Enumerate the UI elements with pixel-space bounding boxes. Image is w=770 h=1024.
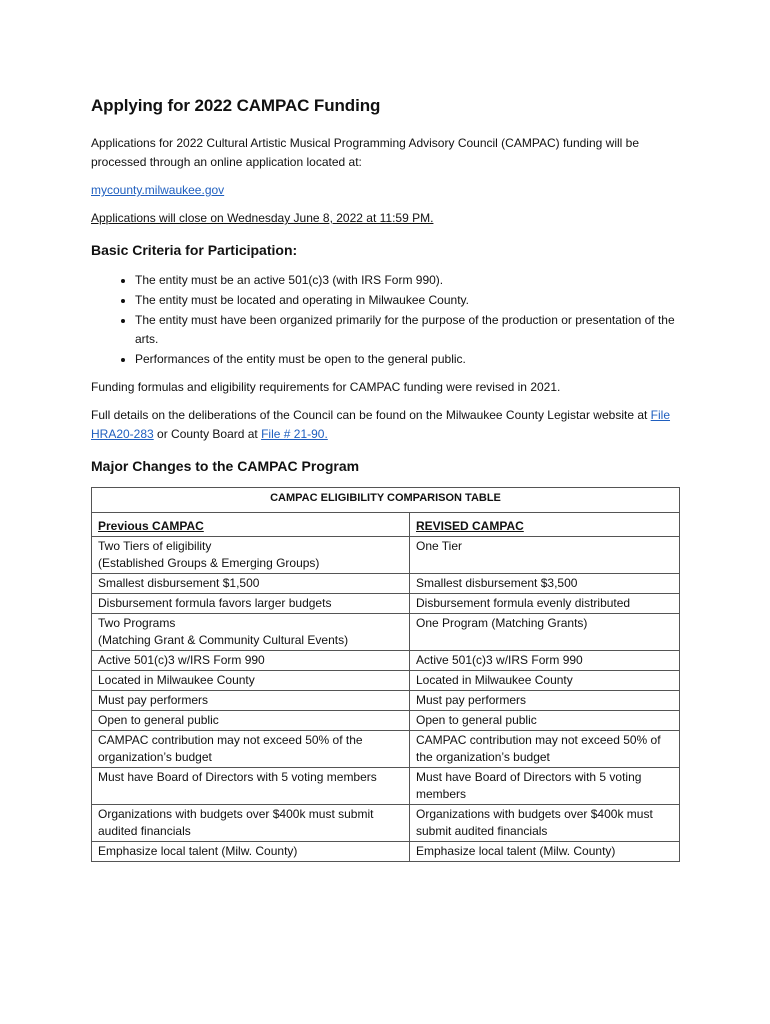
cell-line: Disbursement formula favors larger budgets [98,596,332,610]
table-row [92,731,680,768]
cell-line: Organizations with budgets over $400k must submit audited financials [416,807,653,838]
cell-line: CAMPAC contribution may not exceed 50% of the organization’s budget [416,733,661,764]
revised-cell [410,671,680,691]
col-revised-header: REVISED CAMPAC [410,513,680,537]
cell-line: Must have Board of Directors with 5 voting members [98,770,377,784]
table-row [92,537,680,574]
cell-line: Open to general public [416,713,537,727]
table-title: CAMPAC ELIGIBILITY COMPARISON TABLE [92,488,680,513]
previous-cell [92,574,410,594]
criteria-list [91,271,681,369]
previous-cell [92,691,410,711]
page-title: Applying for 2022 CAMPAC Funding [91,96,381,115]
revised-cell [410,711,680,731]
cell-line: Emphasize local talent (Milw. County) [416,844,616,858]
cell-line: Smallest disbursement $1,500 [98,576,260,590]
table-row [92,574,680,594]
legistar-file-link[interactable]: File HRA20-283 [91,408,671,441]
revised-cell [410,651,680,671]
table-row [92,671,680,691]
table-row [92,768,680,805]
criteria-item: • The entity must be an active 501(c)3 (with IRS Form 990). [135,271,681,290]
criteria-heading: Basic Criteria for Participation: [91,242,298,258]
details-text-1: Full details on the deliberations of the Council can be found on the Milwaukee County Legistar website at [91,408,651,422]
table-row [92,651,680,671]
cell-line: Emphasize local talent (Milw. County) [98,844,298,858]
cell-line: Must pay performers [416,693,527,707]
revised-cell [410,537,680,574]
cell-line: Must pay performers [98,693,209,707]
table-row [92,805,680,842]
details-paragraph [91,406,681,444]
previous-cell [92,537,410,574]
previous-cell [92,768,410,805]
cell-line: Open to general public [98,713,219,727]
formulas-paragraph: Funding formulas and eligibility requirements for CAMPAC funding were revised in 2021. [91,380,561,394]
cell-line: Active 501(c)3 w/IRS Form 990 [98,653,265,667]
cell-line: Must have Board of Directors with 5 voting members [416,770,642,801]
cell-line: One Tier [416,539,463,553]
cell-line: Disbursement formula evenly distributed [416,596,631,610]
criteria-item: • Performances of the entity must be open to the general public. [135,350,681,369]
cell-line: CAMPAC contribution may not exceed 50% of the organization’s budget [98,733,363,764]
criteria-item: • The entity must be located and operating in Milwaukee County. [135,291,681,310]
previous-cell [92,731,410,768]
revised-cell [410,768,680,805]
previous-cell [92,805,410,842]
details-text-2: or County Board at [153,427,262,441]
revised-cell [410,594,680,614]
revised-cell [410,691,680,711]
county-board-file-link[interactable]: File # 21-90. [261,427,328,441]
cell-line: One Program (Matching Grants) [416,616,588,630]
cell-line: Organizations with budgets over $400k must submit audited financials [98,807,374,838]
revised-cell [410,805,680,842]
previous-cell [92,614,410,651]
table-header-row [92,513,680,537]
revised-cell [410,574,680,594]
previous-cell [92,651,410,671]
table-row [92,614,680,651]
previous-cell [92,711,410,731]
document-page [91,96,681,862]
revised-cell [410,614,680,651]
comparison-table [91,487,680,862]
col-previous-header: Previous CAMPAC [92,513,410,537]
revised-cell [410,731,680,768]
cell-line: Active 501(c)3 w/IRS Form 990 [416,653,583,667]
cell-line: Located in Milwaukee County [98,673,255,687]
cell-line: Two Programs [98,616,176,630]
intro-paragraph: Applications for 2022 Cultural Artistic Musical Programming Advisory Council (CAMPAC) funding will be processed through an online application located at: [91,136,639,169]
table-row [92,842,680,862]
table-row [92,711,680,731]
cell-line: (Matching Grant & Community Cultural Events) [98,633,349,647]
cell-line: Smallest disbursement $3,500 [416,576,578,590]
cell-line: Located in Milwaukee County [416,673,573,687]
deadline-text: Applications will close on Wednesday June 8, 2022 at 11:59 PM. [91,211,434,225]
table-row [92,691,680,711]
application-link-paragraph [91,181,681,200]
cell-line: Two Tiers of eligibility [98,539,212,553]
revised-cell [410,842,680,862]
previous-cell [92,594,410,614]
application-link[interactable]: mycounty.milwaukee.gov [91,183,225,197]
table-title-row [92,488,680,513]
changes-heading: Major Changes to the CAMPAC Program [91,458,360,474]
cell-line: (Established Groups & Emerging Groups) [98,556,320,570]
previous-cell [92,671,410,691]
table-row [92,594,680,614]
criteria-item: • The entity must have been organized primarily for the purpose of the production or presentation of the arts. [135,311,681,349]
previous-cell [92,842,410,862]
